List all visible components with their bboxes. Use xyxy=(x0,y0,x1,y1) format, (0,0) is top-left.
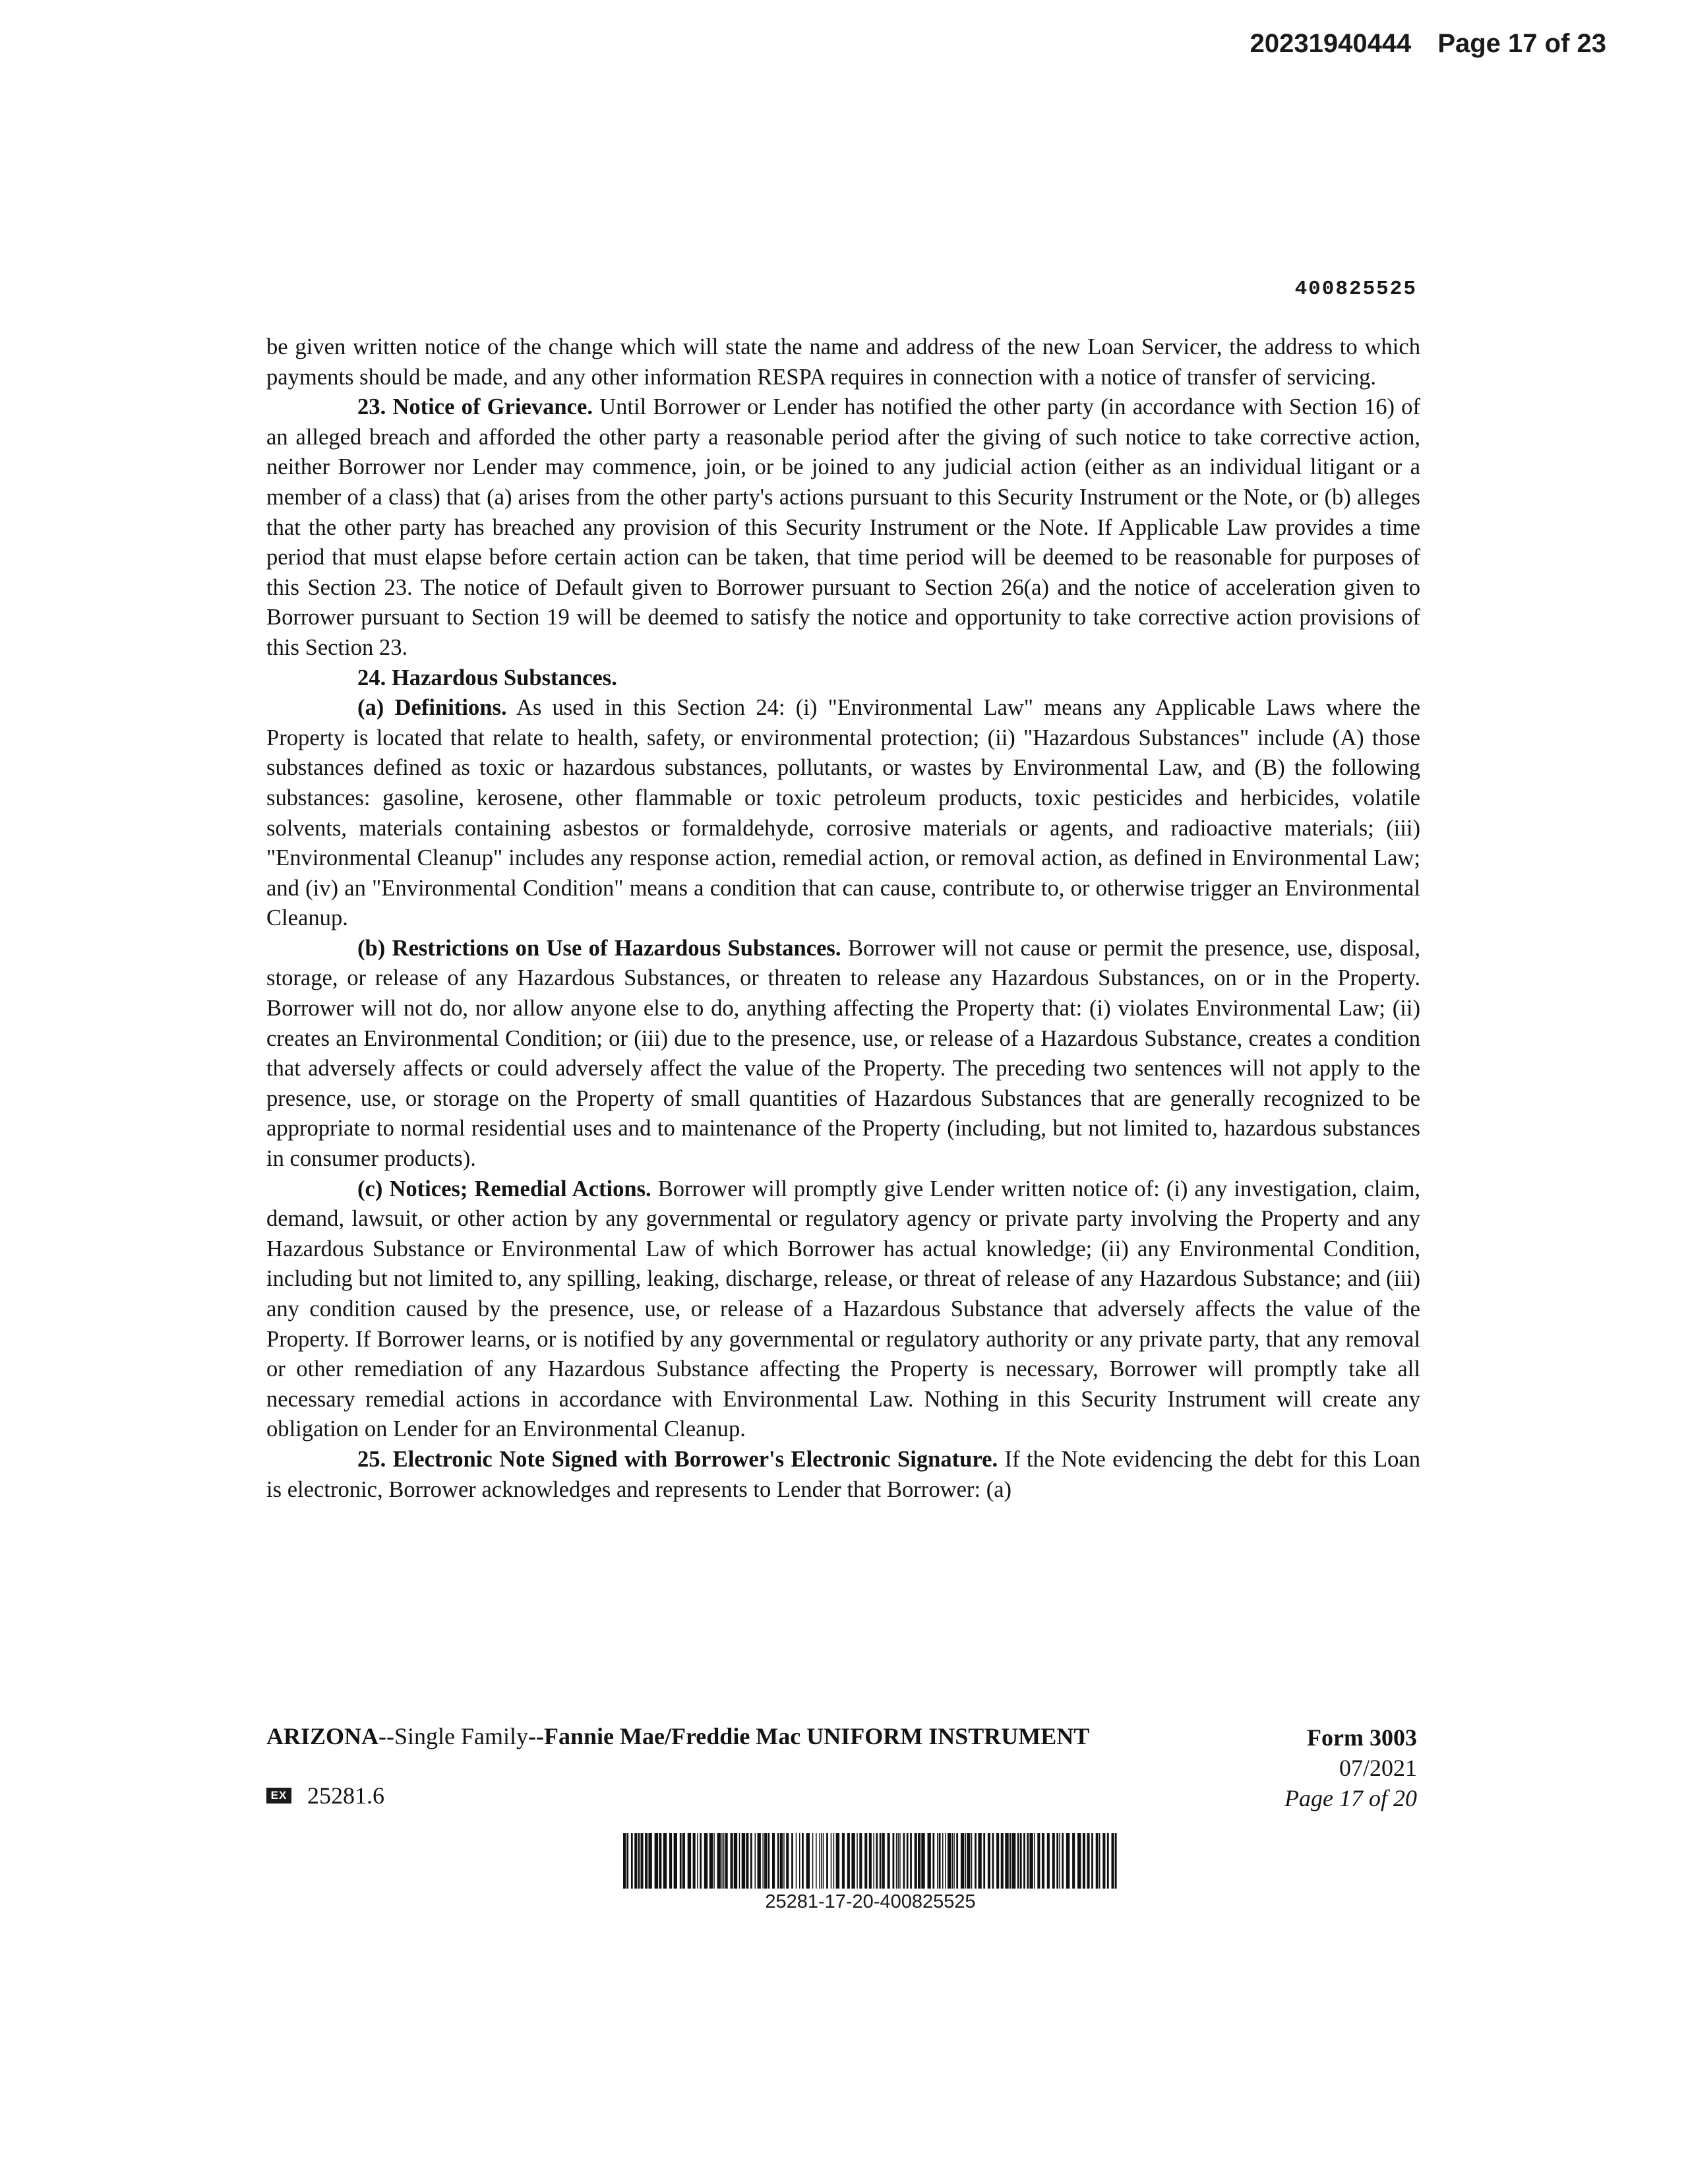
barcode-bar xyxy=(978,1833,981,1889)
barcode-bar xyxy=(937,1833,938,1889)
barcode-bar xyxy=(1112,1833,1114,1889)
barcode-bar xyxy=(833,1833,835,1889)
section-heading: 24. Hazardous Substances. xyxy=(357,665,617,690)
barcode-bar xyxy=(992,1833,994,1889)
barcode-bar xyxy=(893,1833,895,1889)
barcode-bar xyxy=(842,1833,845,1889)
barcode-bar xyxy=(945,1833,946,1889)
barcode-bar xyxy=(669,1833,672,1889)
barcode-bar xyxy=(836,1833,839,1889)
barcode-bar xyxy=(1034,1833,1035,1889)
barcode-bar xyxy=(903,1833,905,1889)
barcode-bar xyxy=(750,1833,752,1889)
barcode-bar xyxy=(988,1833,990,1889)
barcode-bar xyxy=(915,1833,917,1889)
barcode-bar xyxy=(1012,1833,1015,1889)
barcode-bar xyxy=(1037,1833,1040,1889)
barcode-bar xyxy=(1083,1833,1085,1889)
barcode-bar xyxy=(823,1833,824,1889)
barcode-bar xyxy=(921,1833,924,1889)
barcode-bar xyxy=(796,1833,797,1889)
barcode-bar xyxy=(953,1833,955,1889)
section-heading: 25. Electronic Note Signed with Borrower's Electronic Signature. xyxy=(357,1446,998,1472)
barcode-bar xyxy=(688,1833,691,1889)
barcode-bar xyxy=(847,1833,850,1889)
section-text: Until Borrower or Lender has notified the other party (in accordance with Section 16) of an alleged breach and afforded the other party a reasonable period after the giving of such notice to take corrective action, neither Borrower nor Lender may commence, join, or be joined to any judicial action (either as an individual litigant or a member of a class) that (a) arises from the other party's actions pursuant to this Security Instrument or the Note, or (b) alleges that the other party has breached any provision of this Security Instrument or the Note. If Applicable Law provides a time period that must elapse before certain action can be taken, that time period will be deemed to be reasonable for purposes of this Section 23. The notice of Default given to Borrower pursuant to Section 26(a) and the notice of acceleration given to Borrower pursuant to Section 19 will be deemed to satisfy the notice and opportunity to take corrective action provisions of this Section 23. xyxy=(266,394,1420,660)
barcode-bar xyxy=(1107,1833,1109,1889)
page-counter: Page 17 of 23 xyxy=(1437,29,1606,58)
barcode-bar xyxy=(755,1833,756,1889)
barcode-bar xyxy=(1087,1833,1090,1889)
barcode-bar xyxy=(721,1833,723,1889)
barcode-bar xyxy=(638,1833,640,1889)
barcode-bar xyxy=(758,1833,761,1889)
barcode-bar xyxy=(717,1833,721,1889)
ex-logo-icon: EX xyxy=(266,1788,291,1804)
barcode-bar xyxy=(898,1833,899,1889)
section-24 xyxy=(266,663,1420,694)
section-text: As used in this Section 24: (i) "Environmental Law" means any Applicable Laws where the Property is located that relate to health, safety, or environmental protection; (ii) "Hazardous Substances" include (A) those substances defined as toxic or hazardous substances, pollutants, or wastes by Environmental Law, and (B) the following substances: gasoline, kerosene, other flammable or toxic petroleum products, toxic pesticides and herbicides, volatile solvents, materials containing asbestos or formaldehyde, corrosive materials or agents, and radioactive materials; (iii) "Environmental Cleanup" includes any response action, remedial action, or removal action, as defined in Environmental Law; and (iv) an "Environmental Condition" means a condition that can cause, contribute to, or otherwise trigger an Environmental Cleanup. xyxy=(266,695,1420,931)
form-page-number: Page 17 of 20 xyxy=(1284,1785,1417,1811)
section-24b xyxy=(266,934,1420,1174)
barcode-bar xyxy=(709,1833,713,1889)
barcode-bar xyxy=(663,1833,667,1889)
barcode-bar xyxy=(1077,1833,1081,1889)
barcode-bar xyxy=(806,1833,810,1889)
section-24c xyxy=(266,1174,1420,1445)
section-heading: (a) Definitions. xyxy=(357,695,507,721)
barcode-bar xyxy=(802,1833,804,1889)
barcode-bar xyxy=(659,1833,661,1889)
barcode-bar xyxy=(674,1833,677,1889)
page-header xyxy=(1250,29,1606,59)
barcode-bar xyxy=(1042,1833,1044,1889)
ex-code-row xyxy=(266,1782,384,1809)
barcode-bar xyxy=(1023,1833,1025,1889)
barcode-bar xyxy=(1027,1833,1029,1889)
barcode-bar xyxy=(1029,1833,1033,1889)
barcode-bar xyxy=(1096,1833,1099,1889)
barcode-bar xyxy=(780,1833,783,1889)
barcode-bar xyxy=(928,1833,931,1889)
barcode-bar xyxy=(859,1833,862,1889)
barcode-bar xyxy=(821,1833,822,1889)
barcode-bar xyxy=(1091,1833,1093,1889)
barcode-bar xyxy=(680,1833,682,1889)
barcode-bar xyxy=(1099,1833,1100,1889)
barcode-bar xyxy=(851,1833,855,1889)
form-info xyxy=(1284,1722,1417,1813)
barcode-bar xyxy=(704,1833,708,1889)
barcode-bar xyxy=(952,1833,953,1889)
barcode-bar xyxy=(816,1833,817,1889)
barcode-bar xyxy=(799,1833,800,1889)
barcode-bar xyxy=(713,1833,715,1889)
barcode-bar xyxy=(975,1833,977,1889)
barcode-bar xyxy=(1072,1833,1075,1889)
barcode-bar xyxy=(1102,1833,1105,1889)
barcode-bar xyxy=(1059,1833,1060,1889)
barcode-bar xyxy=(896,1833,897,1889)
barcode-bar xyxy=(967,1833,970,1889)
barcode-number: 25281-17-20-400825525 xyxy=(765,1891,976,1912)
barcode-bar xyxy=(693,1833,696,1889)
barcode-bar xyxy=(965,1833,967,1889)
barcode-bar xyxy=(697,1833,698,1889)
barcode-bar xyxy=(1005,1833,1008,1889)
barcode-bar xyxy=(791,1833,793,1889)
barcode-bar xyxy=(746,1833,748,1889)
barcode-bar xyxy=(1001,1833,1004,1889)
doc-code: 25281.6 xyxy=(307,1782,384,1809)
barcode-bar xyxy=(723,1833,725,1889)
barcode-bar xyxy=(826,1833,828,1889)
barcode-bar xyxy=(819,1833,820,1889)
barcode-bar xyxy=(812,1833,814,1889)
barcode-bar xyxy=(996,1833,999,1889)
section-heading: (c) Notices; Remedial Actions. xyxy=(357,1176,651,1201)
recording-number: 20231940444 xyxy=(1250,29,1412,58)
barcode-bar xyxy=(971,1833,973,1889)
barcode-bar xyxy=(1047,1833,1050,1889)
barcode-bar xyxy=(882,1833,885,1889)
barcode-bar xyxy=(831,1833,832,1889)
barcode-bar xyxy=(899,1833,901,1889)
barcode-bar xyxy=(734,1833,737,1889)
form-date: 07/2021 xyxy=(1339,1755,1417,1781)
barcode-bar xyxy=(983,1833,985,1889)
barcode-bar xyxy=(857,1833,858,1889)
barcode-bar xyxy=(648,1833,651,1889)
barcode-bar xyxy=(880,1833,882,1889)
barcode-bar xyxy=(1115,1833,1117,1889)
barcode-bar xyxy=(777,1833,779,1889)
barcode-bar xyxy=(942,1833,944,1889)
barcode-bar xyxy=(864,1833,867,1889)
barcode-bar xyxy=(1052,1833,1055,1889)
barcode-bar xyxy=(932,1833,934,1889)
barcode-bar xyxy=(948,1833,951,1889)
barcode-bar xyxy=(1056,1833,1058,1889)
section-heading: 23. Notice of Grievance. xyxy=(357,394,593,420)
barcode-bar xyxy=(731,1833,733,1889)
barcode-bar xyxy=(645,1833,648,1889)
form-number: Form 3003 xyxy=(1307,1724,1417,1751)
barcode-bar xyxy=(739,1833,740,1889)
barcode-bar xyxy=(1062,1833,1064,1889)
barcode-bar xyxy=(623,1833,626,1889)
section-text: Borrower will promptly give Lender written notice of: (i) any investigation, claim, demand, lawsuit, or other action by any governmental or regulatory agency or private party involving the Property and any Hazardous Substance or Environmental Law of which Borrower has actual knowledge; (ii) any Environmental Condition, including but not limited to, any spilling, leaking, discharge, release, or threat of release of any Hazardous Substance; and (iii) any condition caused by the presence, use, or release of a Hazardous Substance that adversely affects the value of the Property. If Borrower learns, or is notified by any governmental or regulatory authority or any private party, that any removal or other remediation of any Hazardous Substance affecting the Property is necessary, Borrower will promptly take all necessary remedial actions in accordance with Environmental Law. Nothing in this Security Instrument will create any obligation on Lender for an Environmental Cleanup. xyxy=(266,1176,1420,1442)
barcode-bar xyxy=(1010,1833,1011,1889)
barcode-bar xyxy=(700,1833,702,1889)
barcode-bar xyxy=(626,1833,628,1889)
barcode-bar xyxy=(910,1833,912,1889)
barcode-bar xyxy=(918,1833,920,1889)
barcode-bar xyxy=(1066,1833,1070,1889)
document-body xyxy=(266,332,1420,1505)
barcode-bar xyxy=(876,1833,878,1889)
barcode xyxy=(623,1833,1118,1889)
paragraph-servicer-notice: be given written notice of the change which will state the name and address of the new Loan Servicer, the address to which payments should be made, and any other information RESPA requires in connection with a notice of transfer of servicing. xyxy=(266,334,1420,390)
barcode-bar xyxy=(1017,1833,1019,1889)
section-text: Borrower will not cause or permit the presence, use, disposal, storage, or release of any Hazardous Substances, or threaten to release any Hazardous Substances, on or in the Property. Borrower will not do, nor allow anyone else to do, anything affecting the Property that: (i) violates Environmental Law; (ii) creates an Environmental Condition; or (iii) due to the presence, use, or release of a Hazardous Substance, creates a condition that adversely affects or could adversely affect the value of the Property. The preceding two sentences will not apply to the presence, use, or storage on the Property of small quantities of Hazardous Substances that are generally recognized to be appropriate to normal residential uses and to maintenance of the Property (including, but not limited to, hazardous substances in consumer products). xyxy=(266,935,1420,1172)
barcode-bar xyxy=(956,1833,958,1889)
barcode-bar xyxy=(783,1833,785,1889)
footer-instrument-title: ARIZONA--Single Family--Fannie Mae/Freddie Mac UNIFORM INSTRUMENT xyxy=(266,1723,1090,1749)
section-25 xyxy=(266,1445,1420,1505)
barcode-bar xyxy=(641,1833,644,1889)
section-heading: (b) Restrictions on Use of Hazardous Substances. xyxy=(357,935,841,961)
barcode-bar xyxy=(682,1833,685,1889)
barcode-bar xyxy=(742,1833,745,1889)
barcode-bar xyxy=(655,1833,658,1889)
barcode-bar xyxy=(961,1833,964,1889)
barcode-bar xyxy=(888,1833,890,1889)
section-text: If the Note evidencing the debt for this Loan is electronic, Borrower acknowledges and represents to Lender that Borrower: (a) xyxy=(266,1446,1420,1502)
barcode-bar xyxy=(786,1833,789,1889)
barcode-bar xyxy=(768,1833,769,1889)
barcode-bar xyxy=(762,1833,764,1889)
barcode-bar xyxy=(772,1833,775,1889)
barcode-bar xyxy=(869,1833,872,1889)
loan-number: 400825525 xyxy=(1294,278,1417,301)
barcode-bar xyxy=(725,1833,728,1889)
barcode-bar xyxy=(764,1833,767,1889)
barcode-bar xyxy=(631,1833,633,1889)
section-23 xyxy=(266,392,1420,663)
barcode-bar xyxy=(873,1833,874,1889)
barcode-bar xyxy=(634,1833,637,1889)
section-24a xyxy=(266,693,1420,934)
barcode-bar xyxy=(939,1833,941,1889)
barcode-bar xyxy=(1020,1833,1022,1889)
barcode-bar xyxy=(907,1833,909,1889)
